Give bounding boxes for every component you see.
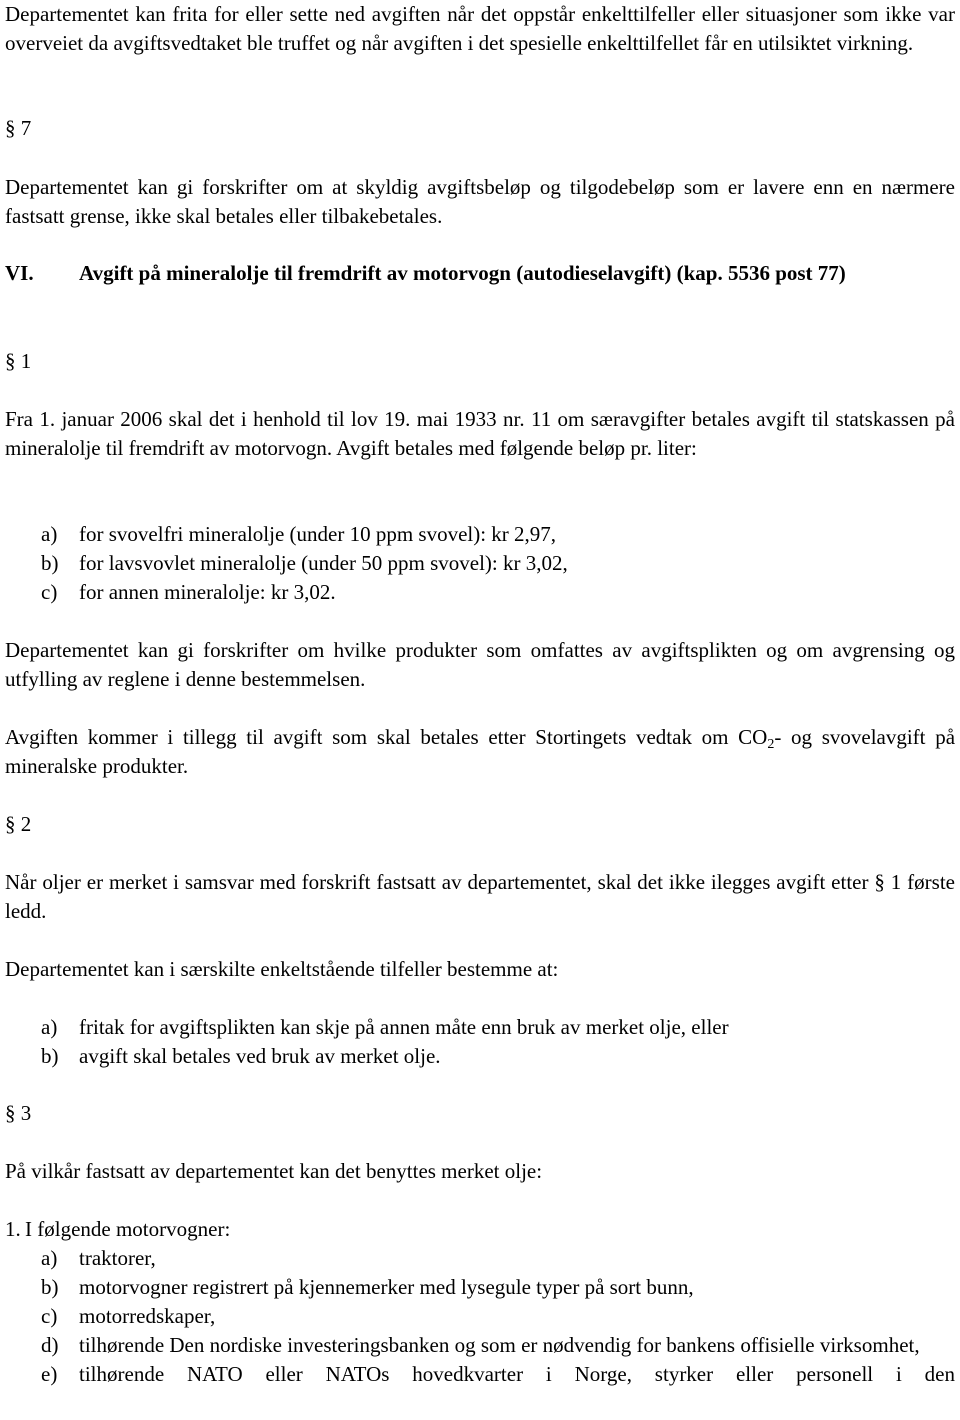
section-3-intro: På vilkår fastsatt av departementet kan det benyttes merket olje:: [5, 1159, 543, 1183]
list-item-text: I følgende motorvogner:: [25, 1217, 231, 1241]
section-2-sign: § 2: [5, 812, 32, 836]
list-item: [5, 1273, 955, 1302]
exemption-list: [5, 1013, 955, 1071]
list-item-label: c): [41, 580, 58, 604]
list-item: [5, 549, 955, 578]
vehicle-list: [5, 1215, 955, 1389]
list-item: [5, 1331, 955, 1360]
section-2-paragraph-1: Når oljer er merket i samsvar med forskrift fastsatt av departementet, skal det ikke ilegges avgift etter § 1 første ledd.: [5, 870, 955, 923]
list-item-text: tilhørende NATO eller NATOs hovedkvarter i Norge, styrker eller personell i den: [79, 1362, 955, 1386]
list-item-label: b): [41, 551, 59, 575]
list-item-label: a): [41, 1246, 58, 1270]
list-item-label: e): [41, 1362, 58, 1386]
list-item-label: 1.: [5, 1217, 21, 1241]
list-item-text: motorredskaper,: [79, 1304, 216, 1328]
list-item-text: for lavsvovlet mineralolje (under 50 ppm svovel): kr 3,02,: [79, 551, 568, 575]
list-item: [5, 1244, 955, 1273]
list-item: [5, 1360, 955, 1389]
rate-list: [5, 520, 955, 607]
section-1-sign: § 1: [5, 349, 32, 373]
section-1-paragraph-2: Departementet kan gi forskrifter om hvilke produkter som omfattes av avgiftsplikten og om avgrensing og utfylling av reglene i denne bestemmelsen.: [5, 638, 955, 691]
chapter-number: VI.: [5, 261, 34, 285]
paragraph-top: Departementet kan frita for eller sette ned avgiften når det oppstår enkelttilfeller eller situasjoner som ikke var overveiet da avgiftsvedtaket ble truffet og når avgiften i det spesielle enkelttilfellet får en utilsiktet virkning.: [5, 2, 955, 55]
list-item-text: traktorer,: [79, 1246, 156, 1270]
list-item-label: a): [41, 1015, 58, 1039]
list-item-text: for annen mineralolje: kr 3,02.: [79, 580, 336, 604]
list-item-label: b): [41, 1044, 59, 1068]
section-7-sign: § 7: [5, 116, 32, 140]
list-item-text: for svovelfri mineralolje (under 10 ppm svovel): kr 2,97,: [79, 522, 557, 546]
section-3-sign: § 3: [5, 1101, 32, 1125]
subscript-2: 2: [767, 737, 775, 752]
list-item-label: c): [41, 1304, 58, 1328]
list-item: [5, 1302, 955, 1331]
list-item: [5, 1013, 955, 1042]
list-item-text: avgift skal betales ved bruk av merket olje.: [79, 1044, 441, 1068]
paragraph-3-text: Avgiften kommer i tillegg til avgift som skal betales etter Stortingets vedtak om CO: [5, 725, 768, 749]
list-item: [5, 520, 955, 549]
list-item-label: b): [41, 1275, 59, 1299]
section-7-text: Departementet kan gi forskrifter om at skyldig avgiftsbeløp og tilgodebeløp som er lavere enn en nærmere fastsatt grense, ikke skal betales eller tilbakebetales.: [5, 175, 955, 228]
list-item: [5, 1215, 955, 1244]
chapter-heading: [5, 259, 955, 288]
paragraph-3-text-end: - og svovelavgift på mineralske produkter.: [5, 725, 956, 778]
list-item-text: tilhørende Den nordiske investeringsbanken og som er nødvendig for bankens offisielle virksomhet,: [79, 1333, 920, 1357]
list-item-text: fritak for avgiftsplikten kan skje på annen måte enn bruk av merket olje, eller: [79, 1015, 729, 1039]
list-item-label: d): [41, 1333, 59, 1357]
chapter-title: Avgift på mineralolje til fremdrift av motorvogn (autodieselavgift) (kap. 5536 post 77): [79, 261, 846, 285]
list-item: [5, 1042, 955, 1071]
section-1-intro: Fra 1. januar 2006 skal det i henhold til lov 19. mai 1933 nr. 11 om særavgifter betales avgift til statskassen på mineralolje til fremdrift av motorvogn. Avgift betales med følgende beløp pr. liter:: [5, 407, 955, 460]
section-2-paragraph-2: Departementet kan i særskilte enkeltstående tilfeller bestemme at:: [5, 957, 559, 981]
list-item-label: a): [41, 522, 58, 546]
section-1-paragraph-3: [5, 723, 955, 781]
list-item-text: motorvogner registrert på kjennemerker med lysegule typer på sort bunn,: [79, 1275, 694, 1299]
list-item: [5, 578, 955, 607]
